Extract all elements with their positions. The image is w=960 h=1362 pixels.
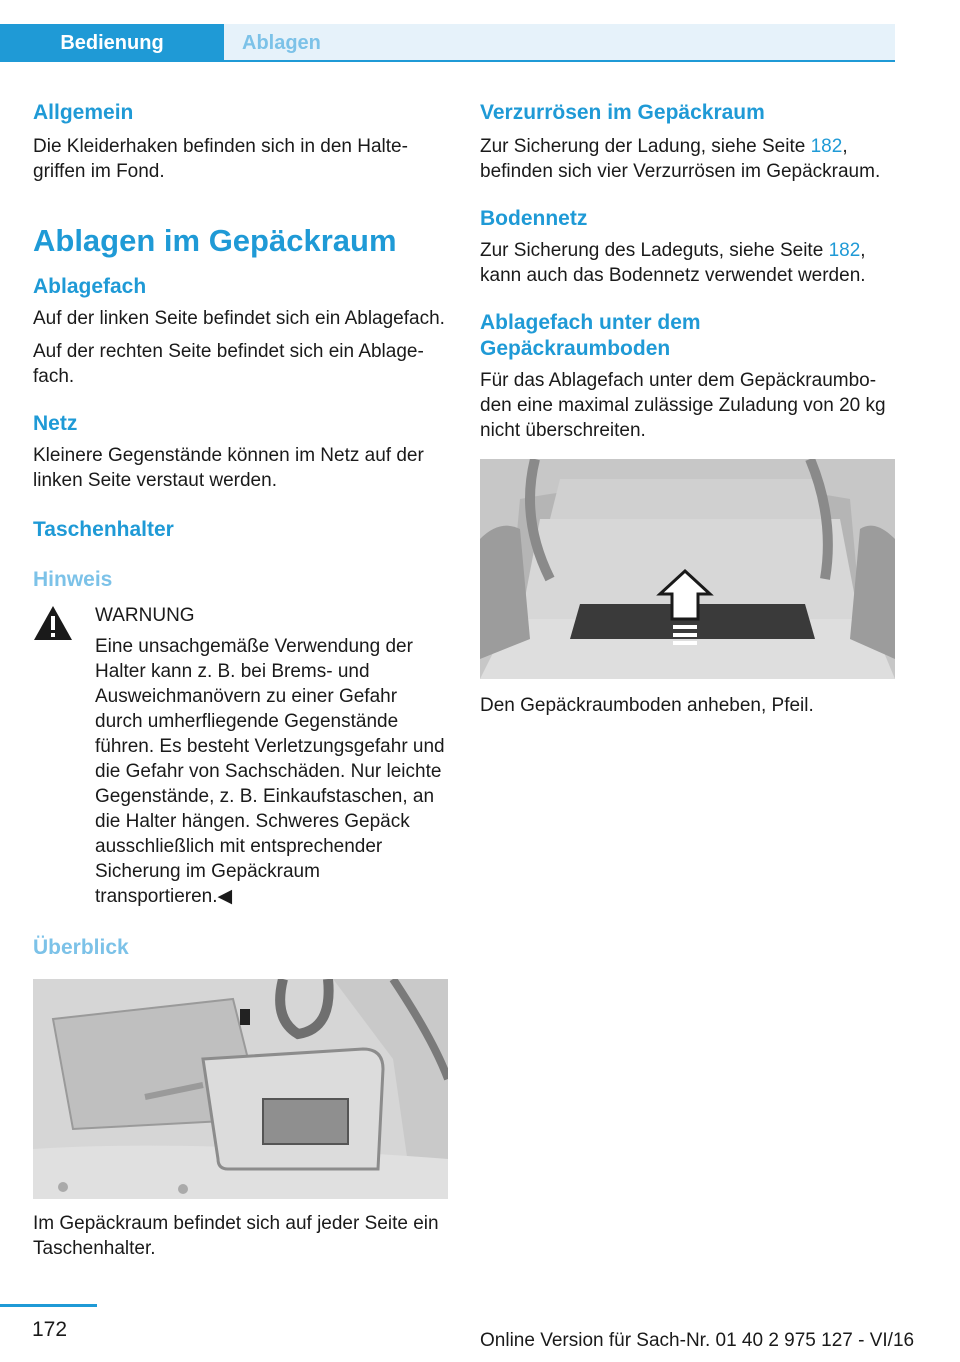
paragraph-ablagefach-unter: Für das Ablagefach unter dem Gepäckraumboden eine maximal zulässige Zuladung von 20 kg nicht überschreiten. (480, 370, 886, 441)
tab-bedienung[interactable]: Bedienung (0, 24, 224, 62)
paragraph-ablagefach-1: Auf der linken Seite befindet sich ein Ablagefach. (33, 308, 445, 329)
section-title-ablagefach: Ablagefach (33, 275, 147, 298)
verzurr-text-b: , befinden sich vier Verzurrösen im Gepäckraum. (480, 136, 881, 182)
page-title: Ablagen im Gepäckraum (33, 223, 397, 258)
right-column (480, 100, 895, 718)
page-link-182-b[interactable]: 182 (828, 240, 861, 261)
page-link-182-a[interactable]: 182 (810, 136, 843, 157)
trunk-side-image (33, 979, 448, 1199)
left-column (33, 100, 448, 1261)
warning-text-first (95, 634, 448, 909)
warning-triangle-icon (33, 605, 73, 641)
hinweis-title: Hinweis (33, 568, 113, 591)
header-divider (0, 60, 895, 62)
paragraph-allgemein: Die Kleiderhaken befinden sich in den Haltegriffen im Fond. (33, 136, 408, 182)
figure-caption-right: Den Gepäckraumboden anheben, Pfeil. (480, 695, 814, 716)
page-number: 172 (32, 1318, 68, 1341)
trunk-floor-image (480, 459, 895, 679)
bodennetz-text-a: Zur Sicherung des Ladeguts, siehe Seite (480, 240, 829, 261)
warning-label: WARNUNG (95, 605, 195, 626)
paragraph-ablagefach-2: Auf der rechten Seite befindet sich ein Ablagefach. (33, 341, 424, 387)
warning-box (33, 603, 448, 909)
header-bar (0, 0, 895, 62)
verzurr-text-a: Zur Sicherung der Ladung, siehe Seite (480, 136, 811, 157)
trunk-floor-figure (480, 459, 895, 679)
footer-divider (0, 1304, 97, 1307)
tab-ablagen[interactable]: Ablagen (224, 24, 895, 62)
section-title-ablagefach-unter: Ablagefach unter dem Gepäckraumboden (480, 311, 701, 360)
section-title-ueberblick: Überblick (33, 936, 129, 959)
figure-caption-left: Im Gepäckraum befindet sich auf jeder Seite ein Taschenhalter. (33, 1213, 439, 1259)
paragraph-bodennetz (480, 238, 895, 288)
bodennetz-text-b: , kann auch das Bodennetz verwendet werden. (480, 240, 866, 286)
paragraph-verzurroesen (480, 134, 895, 184)
section-title-taschenhalter: Taschenhalter (33, 518, 174, 541)
warning-text: Eine unsachgemäße Verwendung der Halter kann z. B. bei Brems- und Ausweichmanövern zu einer Gefahr durch umherfliegende Gegenstände führen. Es besteht Verletzungsgefahr und die Gefahr von Sachschäden. Nur leichte Gegenstände, z. B. Einkaufstaschen, an die Halter hängen. Schweres Gepäck ausschließlich mit entsprechender Sicherung im Gepäckraum transportieren.◀ (95, 636, 445, 907)
section-title-verzurroesen: Verzurrösen im Gepäckraum (480, 101, 765, 124)
trunk-side-figure (33, 979, 448, 1199)
paragraph-netz: Kleinere Gegenstände können im Netz auf der linken Seite verstaut werden. (33, 445, 424, 491)
section-title-bodennetz: Bodennetz (480, 207, 588, 230)
section-title-allgemein: Allgemein (33, 101, 134, 124)
online-version-note: Online Version für Sach-Nr. 01 40 2 975 127 - VI/16 (480, 1330, 915, 1351)
section-title-netz: Netz (33, 412, 78, 435)
